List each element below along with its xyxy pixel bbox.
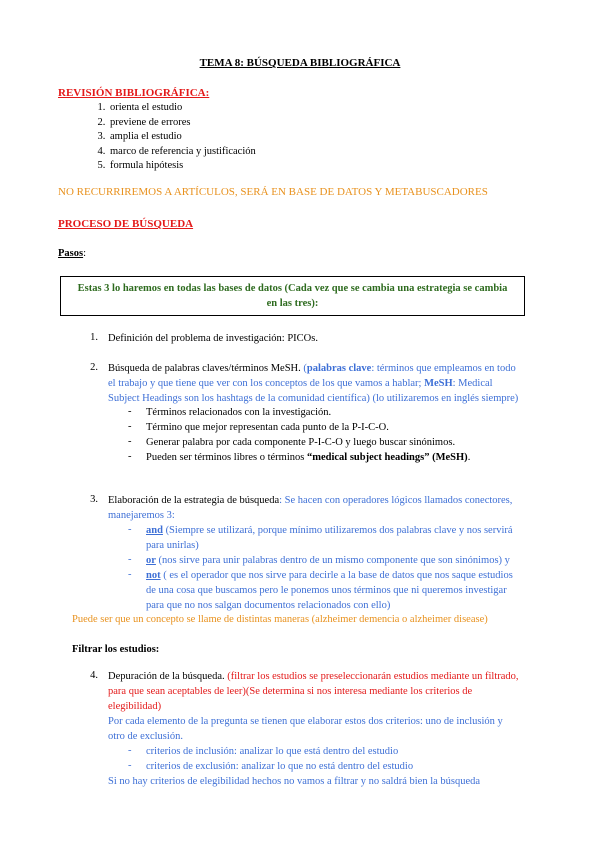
strategy-box bbox=[60, 276, 525, 316]
criterio-exclusion: criterios de exclusión: analizar lo que no está dentro del estudio bbox=[146, 761, 414, 772]
operator-not-line-3: para que no nos salgan documentos relacionados con ello) bbox=[146, 600, 391, 611]
step4-number: 4. bbox=[90, 670, 98, 681]
list-item: 4. marco de referencia y justificación bbox=[108, 145, 256, 160]
bullet-dash: - bbox=[128, 554, 132, 565]
step2-bullet-2: Término que mejor representan cada punto de la P-I-C-O. bbox=[146, 422, 389, 433]
step2-bullet-4: Pueden ser términos libres o términos “medical subject headings” (MeSH). bbox=[146, 452, 471, 463]
step4-line-1: Depuración de la búsqueda. (filtrar los estudios se preseleccionarán estudios mediante un filtrado, bbox=[108, 671, 519, 682]
step3-line-2: manejaremos 3: bbox=[108, 510, 175, 521]
step2-line-3: Subject Headings son los hashtags de la comunidad científica) (lo utilizaremos en inglés siempre) bbox=[108, 393, 519, 404]
bullet-dash: - bbox=[128, 745, 132, 756]
list-item: 2. previene de errores bbox=[108, 116, 256, 131]
bullet-dash: - bbox=[128, 569, 132, 580]
operator-or: or (nos sirve para unir palabras dentro de un mismo componente que son sinónimos) y bbox=[146, 555, 510, 566]
bullet-dash: - bbox=[128, 451, 132, 462]
step3-line-1: Elaboración de la estrategia de búsqueda: Se hacen con operadores lógicos llamados conectores, bbox=[108, 495, 513, 506]
step4-final: Si no hay criterios de elegibilidad hechos no vamos a filtrar y no saldrá bien la búsqueda bbox=[108, 776, 481, 787]
list-item: 5. formula hipótesis bbox=[108, 159, 256, 174]
step4-line-2: para que sean aceptables de leer)(Se determina si nos interesa mediante los criterios de bbox=[108, 686, 473, 697]
revision-heading: REVISIÓN BIBLIOGRÁFICA: bbox=[58, 87, 210, 99]
concepto-note: Puede ser que un concepto se llame de distintas maneras (alzheimer demencia o alzheimer disease) bbox=[72, 614, 488, 625]
operator-not-line-2: de una cosa que buscamos pero le ponemos unos términos que ni queremos investigar bbox=[146, 585, 507, 596]
no-recurrir-note: NO RECURRIREMOS A ARTÍCULOS, SERÁ EN BASE DE DATOS Y METABUSCADORES bbox=[58, 186, 488, 198]
operator-not: not ( es el operador que nos sirve para decirle a la base de datos que nos saque estudios bbox=[146, 570, 513, 581]
step1-number: 1. bbox=[90, 332, 98, 343]
step4-line-5: otro de exclusión. bbox=[108, 731, 183, 742]
bullet-dash: - bbox=[128, 760, 132, 771]
box-line-2: en las tres): bbox=[266, 298, 319, 309]
step4-line-3: elegibilidad) bbox=[108, 701, 162, 712]
step2-number: 2. bbox=[90, 362, 98, 373]
operator-and: and (Siempre se utilizará, porque mínimo utilizaremos dos palabras clave y nos servirá bbox=[146, 525, 513, 536]
bullet-dash: - bbox=[128, 406, 132, 417]
criterio-inclusion: criterios de inclusión: analizar lo que está dentro del estudio bbox=[146, 746, 399, 757]
box-line-1: Estas 3 lo haremos en todas las bases de datos (Cada vez que se cambia una estrategia se cambia bbox=[77, 283, 508, 294]
filtrar-heading: Filtrar los estudios: bbox=[72, 644, 160, 655]
step1-text: Definición del problema de investigación: PICOs. bbox=[108, 333, 318, 344]
list-item: 1. orienta el estudio bbox=[108, 101, 256, 116]
revision-list bbox=[74, 101, 256, 174]
pasos-label: Pasos: bbox=[58, 248, 87, 259]
step2-bullet-3: Generar palabra por cada componente P-I-C-O y luego buscar sinónimos. bbox=[146, 437, 456, 448]
step2-line-1: Búsqueda de palabras claves/términos MeSH. (palabras clave: términos que empleamos en todo bbox=[108, 363, 516, 374]
proceso-heading: PROCESO DE BÚSQUEDA bbox=[58, 218, 194, 230]
step2-line-2: el trabajo y que tiene que ver con los conceptos de los que vamos a hablar; MeSH: Medical bbox=[108, 378, 493, 389]
operator-and-line-2: para unirlas) bbox=[146, 540, 199, 551]
step4-line-4: Por cada elemento de la pregunta se tienen que elaborar estos dos criterios: uno de inclusión y bbox=[108, 716, 503, 727]
list-item: 3. amplia el estudio bbox=[108, 130, 256, 145]
step2-bullet-1: Términos relacionados con la investigación. bbox=[146, 407, 332, 418]
page-title: TEMA 8: BÚSQUEDA BIBLIOGRÁFICA bbox=[199, 57, 401, 69]
bullet-dash: - bbox=[128, 436, 132, 447]
bullet-dash: - bbox=[128, 421, 132, 432]
bullet-dash: - bbox=[128, 524, 132, 535]
step3-number: 3. bbox=[90, 494, 98, 505]
